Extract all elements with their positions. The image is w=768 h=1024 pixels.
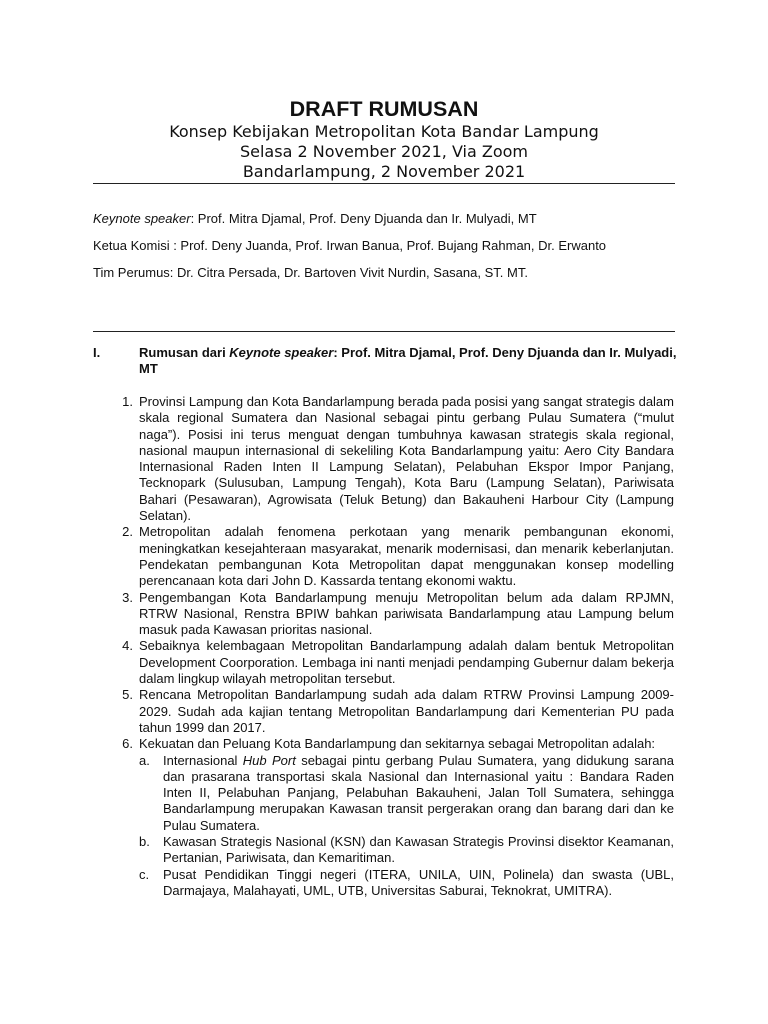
section-divider [93, 331, 675, 332]
sub-item-letter: a. [139, 752, 150, 768]
item-number: 5. [122, 687, 133, 703]
place-date: Bandarlampung, 2 November 2021 [242, 162, 526, 181]
list-item [122, 589, 674, 639]
meeting-date: Selasa 2 November 2021, Via Zoom [239, 142, 528, 161]
tim-perumus-line: Tim Perumus: Dr. Citra Persada, Dr. Bartoven Vivit Nurdin, Sasana, ST. MT. [93, 265, 528, 280]
item-text: Sebaiknya kelembagaan Metropolitan Bandarlampung adalah dalam bentuk Metropolitan Development Coorporation. Lembaga ini nanti menjadi pendamping Gubernur dalam bekerja dalam lingkup wilayah metropolitan tersebut. [139, 638, 674, 687]
item-text: Metropolitan adalah fenomena perkotaan yang menarik pembangunan ekonomi, meningkatkan kesejahteraan masyarakat, menarik modernisasi, dan menarik keberlanjutan. Pendekatan pembangunan Kota Metropolitan dapat menggunakan konsep modelling perencanaan kota dari John D. Kassarda tentang ekonomi waktu. [139, 524, 674, 589]
sub-item-text: Kawasan Strategis Nasional (KSN) dan Kawasan Strategis Provinsi disektor Keamanan, Pertanian, Pariwisata, dan Kemaritiman. [163, 834, 674, 866]
item-text: Provinsi Lampung dan Kota Bandarlampung berada pada posisi yang sangat strategis dalam skala regional Sumatera dan Nasional sebagai pintu gerbang Pulau Sumatera (“mulut naga”). Posisi ini terus menguat dengan tumbuhnya kawasan strategis skala regional, nasional maupun internasional di sekeliling Kota Bandarlampung yaitu: Aero City Bandara Internasional Raden Inten II Lampung Selatan), Pelabuhan Ekspor Impor Panjang, Tecknopark (Sulusuban, Lampung Tengah), Kota Baru (Lampung Selatan), Pariwisata Bahari (Pesawaran), Agrowisata (Teluk Betung) dan Bakauheni Harbour City (Lampung Selatan). [139, 394, 674, 524]
item-number: 6. [122, 736, 133, 752]
sub-item-letter: c. [139, 866, 150, 882]
item-number: 3. [122, 589, 133, 605]
item-number: 2. [122, 524, 133, 540]
sub-list-item [139, 866, 674, 900]
section-heading [139, 345, 679, 377]
keynote-value: : Prof. Mitra Djamal, Prof. Deny Djuanda dan Ir. Mulyadi, MT [190, 211, 537, 226]
sub-list-item [139, 752, 674, 834]
sub-item-letter: b. [139, 834, 150, 850]
section-heading-italic: Keynote speaker [229, 345, 334, 360]
list-item [122, 736, 674, 752]
item-text: Pengembangan Kota Bandarlampung menuju Metropolitan belum ada dalam RPJMN, RTRW Nasional, Renstra BPIW bahkan pariwisata Bandarlampung atau Lampung belum masuk pada Kawasan prioritas nasional. [139, 589, 674, 638]
document-title: DRAFT RUMUSAN [289, 97, 479, 121]
section-number: I. [93, 345, 101, 360]
findings-list [122, 394, 674, 899]
item-text: Rencana Metropolitan Bandarlampung sudah ada dalam RTRW Provinsi Lampung 2009-2029. Sudah ada kajian tentang Metropolitan Bandarlampung dari Kementerian PU pada tahun 1999 dan 2017. [139, 687, 674, 735]
sub-item-text-pre: Internasional [163, 752, 243, 768]
list-item [122, 638, 674, 687]
document-subtitle: Konsep Kebijakan Metropolitan Kota Bandar Lampung [169, 122, 599, 141]
sub-item-text [163, 753, 674, 833]
list-item [122, 524, 674, 589]
section-heading-post: : Prof. Mitra Djamal, Prof. Deny Djuanda dan Ir. Mulyadi, MT [139, 345, 677, 376]
sub-item-text: Pusat Pendidikan Tinggi negeri (ITERA, UNILA, UIN, Polinela) dan swasta (UBL, Darmajaya, Malahayati, UML, UTB, Universitas Saburai, Teknokrat, UMITRA). [163, 866, 674, 898]
header-divider [93, 183, 675, 184]
item-text: Kekuatan dan Peluang Kota Bandarlampung dan sekitarnya sebagai Metropolitan adalah: [139, 736, 656, 752]
keynote-label: Keynote speaker [93, 211, 191, 226]
item-number: 4. [122, 638, 133, 654]
sub-item-text-post: sebagai pintu gerbang Pulau Sumatera, yang didukung sarana dan prasarana transportasi skala Nasional dan Internasional yaitu : Bandara Raden Inten II, Pelabuhan Panjang, Pelabuhan Bakauheni, Jalan Toll Sumatera, sehingga Bandarlampung merupakan Kawasan transit pergerakan orang dan barang dari dan ke Pulau Sumatera. [163, 752, 674, 833]
ketua-komisi-line: Ketua Komisi : Prof. Deny Juanda, Prof. Irwan Banua, Prof. Bujang Rahman, Dr. Erwanto [93, 238, 607, 253]
section-heading-pre: Rumusan dari [139, 345, 230, 360]
list-item [122, 687, 674, 736]
list-item [122, 394, 674, 524]
item-number: 1. [122, 394, 133, 409]
keynote-speaker-line [93, 211, 683, 227]
sub-list-item [139, 834, 674, 867]
sub-item-text-italic: Hub Port [242, 752, 296, 768]
